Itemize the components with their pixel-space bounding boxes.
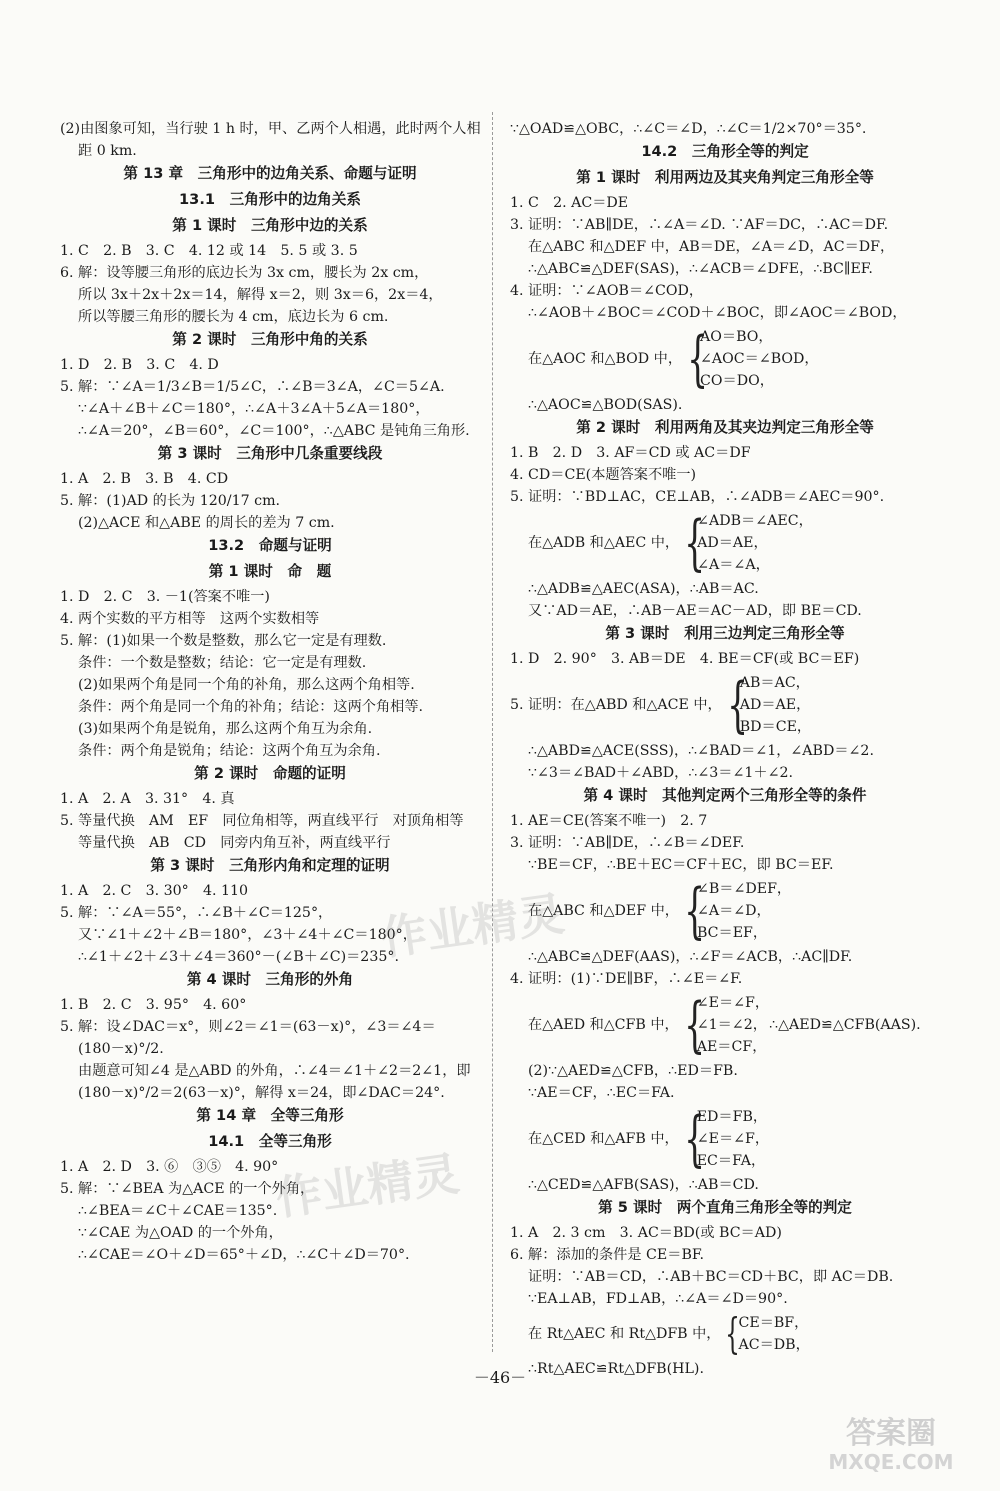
answer-line: 所以等腰三角形的腰长为 4 cm，底边长为 6 cm. (78, 309, 389, 325)
answer-line: ∵∠3＝∠BAD＋∠ABD，∴∠3＝∠1＋∠2. (528, 765, 794, 781)
answer-line: 1. A 2. 3 cm 3. AC＝BD(或 BC＝AD) (510, 1225, 782, 1241)
answer-line: ∴△ADB≌△AEC(ASA)，∴AB＝AC. (528, 581, 759, 597)
condition-lead: 在△AED 和△CFB 中， (528, 1017, 679, 1033)
condition-conclusion: ∴△AED≌△CFB(AAS). (769, 1017, 921, 1033)
answer-line: ∴Rt△AEC≌Rt△DFB(HL). (528, 1361, 704, 1377)
section-heading: 13.2 命题与证明 (208, 537, 332, 554)
answer-line: 条件：一个数是整数；结论：它一定是有理数. (78, 655, 367, 671)
answer-line: (2)∵△AED≌△CFB，∴ED＝FB. (528, 1063, 738, 1079)
answer-line: 1. C 2. AC＝DE (510, 195, 629, 211)
condition-item: CO＝DO， (700, 373, 774, 389)
answer-line: ∵∠CAE 为△OAD 的一个外角， (78, 1225, 283, 1241)
site-logo (806, 1407, 976, 1477)
answer-line: 又∵∠1＋∠2＋∠B＝180°，∠3＋∠4＋∠C＝180°， (78, 927, 417, 943)
condition-block (510, 326, 940, 392)
answer-line: ∴△ABD≌△ACE(SSS)，∴∠BAD＝∠1，∠ABD＝∠2. (528, 743, 874, 759)
answer-line: 1. A 2. C 3. 30° 4. 110 (60, 883, 249, 899)
section-heading: 第 2 课时 利用两角及其夹边判定三角形全等 (576, 419, 874, 436)
answer-line: (180－x)°/2. (78, 1041, 164, 1057)
condition-item: AO＝BO， (700, 329, 773, 345)
answer-line: 3. 证明：∵AB∥DE，∴∠B＝∠DEF. (510, 835, 745, 851)
condition-items (700, 326, 819, 392)
answer-line: ∵∠A＋∠B＋∠C＝180°，∴∠A＋3∠A＋5∠A＝180°， (78, 401, 430, 417)
section-heading: 第 2 课时 命题的证明 (194, 765, 346, 782)
condition-lead: 在△CED 和△AFB 中， (528, 1131, 679, 1147)
answer-line: 4. CD＝CE(本题答案不唯一) (510, 467, 697, 483)
answer-line: 1. AE＝CE(答案不唯一) 2. 7 (510, 813, 708, 829)
page-number: －46－ (473, 1368, 527, 1387)
condition-item: ∠B＝∠DEF， (696, 881, 792, 897)
condition-item: ∠AOC＝∠BOD， (700, 351, 819, 367)
answer-line: (2)△ACE 和△ABE 的周长的差为 7 cm. (78, 515, 335, 531)
brace-symbol: { (683, 990, 705, 1060)
condition-item: AC＝DB， (738, 1337, 810, 1353)
answer-line: 5. 解：∵∠BEA 为△ACE 的一个外角， (60, 1181, 315, 1197)
section-heading: 第 14 章 全等三角形 (196, 1107, 344, 1124)
answer-line: ∴△ABC≌△DEF(SAS)，∴∠ACB＝∠DFE，∴BC∥EF. (528, 261, 873, 277)
section-heading: 第 4 课时 其他判定两个三角形全等的条件 (583, 787, 867, 804)
answer-line: 3. 证明：∵AB∥DE，∴∠A＝∠D. ∵AF＝DC，∴AC＝DF. (510, 217, 889, 233)
section-heading: 第 3 课时 三角形中几条重要线段 (157, 445, 383, 462)
section-heading: 第 5 课时 两个直角三角形全等的判定 (598, 1199, 852, 1216)
condition-item: ∠E＝∠F， (696, 1131, 770, 1147)
answer-line: ∵BE＝CF，∴BE＋EC＝CF＋EC，即 BC＝EF. (528, 857, 834, 873)
answer-line: 5. 解：(1)如果一个数是整数，那么它一定是有理数. (60, 633, 387, 649)
answer-line: 1. A 2. A 3. 31° 4. 真 (60, 791, 235, 807)
svg-text:MXQE.COM: MXQE.COM (828, 1450, 954, 1474)
answer-line: 1. B 2. C 3. 95° 4. 60° (60, 997, 247, 1013)
answer-line: 1. D 2. 90° 3. AB＝DE 4. BE＝CF(或 BC＝EF) (510, 651, 860, 667)
condition-item: ∠A＝∠D， (696, 903, 771, 919)
condition-item: EC＝FA， (696, 1153, 766, 1169)
section-heading: 14.2 三角形全等的判定 (641, 143, 809, 160)
watermark-center: 作业精灵 (377, 886, 568, 966)
answer-line: ∴∠AOB＋∠BOC＝∠COD＋∠BOC，即∠AOC＝∠BOD， (528, 305, 907, 321)
condition-item: ∠E＝∠F， (696, 995, 770, 1011)
condition-block (510, 1309, 940, 1358)
condition-item: CE＝BF， (738, 1315, 809, 1331)
condition-lead: 在△AOC 和△BOD 中， (528, 351, 683, 367)
condition-item: AD＝AE， (697, 535, 768, 551)
answer-line: ∴△ABC≌△DEF(AAS)，∴∠F＝∠ACB，∴AC∥DF. (528, 949, 853, 965)
answer-line: (2)由图象可知，当行驶 1 h 时，甲、乙两个人相遇，此时两个人相 (60, 121, 481, 137)
section-heading: 第 1 课时 利用两边及其夹角判定三角形全等 (576, 169, 874, 186)
condition-lead: 在△ADB 和△AEC 中， (528, 535, 680, 551)
answer-line: ∴△CED≌△AFB(SAS)，∴AB＝CD. (528, 1177, 759, 1193)
answer-line: 5. 等量代换 AM EF 同位角相等，两直线平行 对顶角相等 (60, 813, 464, 829)
answer-line: 5. 解：设∠DAC＝x°，则∠2＝∠1＝(63－x)°，∠3＝∠4＝ (60, 1019, 436, 1035)
answer-line: 证明：∵AB＝CD，∴AB＋BC＝CD＋BC，即 AC＝DB. (528, 1269, 894, 1285)
condition-block (510, 672, 940, 738)
section-heading: 第 1 课时 三角形中边的关系 (172, 217, 368, 234)
answer-line: 所以 3x＋2x＋2x＝14，解得 x＝2，则 3x＝6，2x＝4， (78, 287, 443, 303)
answer-line: ∴△AOC≌△BOD(SAS). (528, 397, 683, 413)
brace-symbol: { (684, 508, 706, 578)
answer-line: 6. 解：设等腰三角形的底边长为 3x cm，腰长为 2x cm， (60, 265, 429, 281)
condition-items (740, 672, 811, 738)
answer-line: 1. B 2. D 3. AF＝CD 或 AC＝DF (510, 445, 751, 461)
answer-line: 1. A 2. D 3. ⑥ ③⑤ 4. 90° (60, 1159, 279, 1175)
answer-line: ∴∠CAE＝∠O＋∠D＝65°＋∠D，∴∠C＋∠D＝70°. (78, 1247, 410, 1263)
answer-line: ∵AE＝CF，∴EC＝FA. (528, 1085, 675, 1101)
answer-line: 5. 解：∵∠A＝55°，∴∠B＋∠C＝125°， (60, 905, 333, 921)
brace-symbol: { (725, 1309, 741, 1358)
section-heading: 13.1 三角形中的边角关系 (179, 191, 361, 208)
answer-line: ∵EA⊥AB，FD⊥AB，∴∠A＝∠D＝90°. (528, 1291, 788, 1307)
brace-symbol: { (683, 1104, 705, 1174)
answer-line: 1. D 2. C 3. －1(答案不唯一) (60, 589, 270, 605)
condition-items (697, 878, 791, 944)
section-heading: 第 2 课时 三角形中角的关系 (172, 331, 368, 348)
answer-line: 5. 证明：∵BD⊥AC，CE⊥AB，∴∠ADB＝∠AEC＝90°. (510, 489, 885, 505)
answer-line: (180－x)°/2＝2(63－x)°，解得 x＝24，即∠DAC＝24°. (78, 1085, 445, 1101)
section-heading: 第 1 课时 命 题 (208, 563, 332, 580)
section-heading: 第 3 课时 利用三边判定三角形全等 (605, 625, 845, 642)
condition-item: BD＝CE， (739, 719, 812, 735)
condition-block (510, 1106, 940, 1172)
answer-line: 等量代换 AB CD 同旁内角互补，两直线平行 (78, 835, 391, 851)
answer-line: 1. C 2. B 3. C 4. 12 或 14 5. 5 或 3. 5 (60, 243, 358, 259)
condition-item: AE＝CF， (696, 1039, 767, 1055)
answer-line: 6. 解：添加的条件是 CE＝BF. (510, 1247, 705, 1263)
svg-text:答案圈: 答案圈 (846, 1416, 936, 1451)
condition-item: AD＝AE， (739, 697, 811, 713)
section-heading: 14.1 全等三角形 (208, 1133, 332, 1150)
condition-block (510, 510, 940, 576)
condition-items (697, 510, 813, 576)
brace-symbol: { (684, 876, 706, 946)
condition-block (510, 992, 940, 1058)
answer-line: ∴∠A＝20°，∠B＝60°，∠C＝100°，∴△ABC 是钝角三角形. (78, 423, 470, 439)
answer-line: 又∵AD＝AE，∴AB－AE＝AC－AD，即 BE＝CD. (528, 603, 862, 619)
answer-line: 1. A 2. B 3. B 4. CD (60, 471, 229, 487)
condition-item: ∠ADB＝∠AEC， (697, 513, 813, 529)
condition-item: BC＝EF， (696, 925, 768, 941)
right-column (510, 118, 940, 1380)
answer-line: 1. D 2. B 3. C 4. D (60, 357, 219, 373)
answer-line: ∴∠BEA＝∠C＋∠CAE＝135°. (78, 1203, 278, 1219)
condition-item: AB＝AC， (739, 675, 810, 691)
answer-line: ∴∠1＋∠2＋∠3＋∠4＝360°－(∠B＋∠C)＝235°. (78, 949, 399, 965)
section-heading: 第 13 章 三角形中的边角关系、命题与证明 (123, 165, 417, 182)
answer-line: 条件：两个角是同一个角的补角；结论：这两个角相等. (78, 699, 424, 715)
answer-line: 距 0 km. (78, 143, 137, 159)
answer-line: 4. 证明：∵∠AOB＝∠COD， (510, 283, 704, 299)
brace-symbol: { (726, 670, 748, 740)
answer-line: 4. 两个实数的平方相等 这两个实数相等 (60, 611, 320, 627)
condition-lead: 5. 证明：在△ABD 和△ACE 中， (510, 697, 722, 713)
condition-items (697, 1106, 769, 1172)
answer-line: 由题意可知∠4 是△ABD 的外角，∴∠4＝∠1＋∠2＝2∠1，即 (78, 1063, 471, 1079)
section-heading: 第 4 课时 三角形的外角 (186, 971, 354, 988)
column-divider (492, 112, 493, 1352)
condition-block (510, 878, 940, 944)
condition-items (697, 992, 769, 1058)
answer-line: 条件：两个角是锐角；结论：这两个角互为余角. (78, 743, 381, 759)
condition-item: ∠1＝∠2， (696, 1017, 767, 1033)
answer-line: 5. 解：∵∠A＝1/3∠B＝1/5∠C，∴∠B＝3∠A，∠C＝5∠A. (60, 379, 445, 395)
brace-symbol: { (687, 324, 709, 394)
condition-item: ED＝FB， (696, 1109, 768, 1125)
answer-line: (2)如果两个角是同一个角的补角，那么这两个角相等. (78, 677, 415, 693)
condition-lead: 在△ABC 和△DEF 中， (528, 903, 679, 919)
answer-line: 在△ABC 和△DEF 中，AB＝DE，∠A＝∠D，AC＝DF， (528, 239, 895, 255)
section-heading: 第 3 课时 三角形内角和定理的证明 (150, 857, 390, 874)
left-column (60, 118, 480, 1266)
condition-lead: 在 Rt△AEC 和 Rt△DFB 中， (528, 1326, 721, 1342)
answer-line: 4. 证明：(1)∵DE∥BF，∴∠E＝∠F. (510, 971, 743, 987)
condition-item: ∠A＝∠A， (697, 557, 770, 573)
condition-items (738, 1312, 809, 1356)
answer-line: (3)如果两个角是锐角，那么这两个角互为余角. (78, 721, 373, 737)
answer-line: ∵△OAD≌△OBC，∴∠C＝∠D，∴∠C＝1/2×70°＝35°. (510, 121, 867, 137)
answer-line: 5. 解：(1)AD 的长为 120/17 cm. (60, 493, 281, 509)
watermark-lower: 作业精灵 (272, 1146, 463, 1226)
